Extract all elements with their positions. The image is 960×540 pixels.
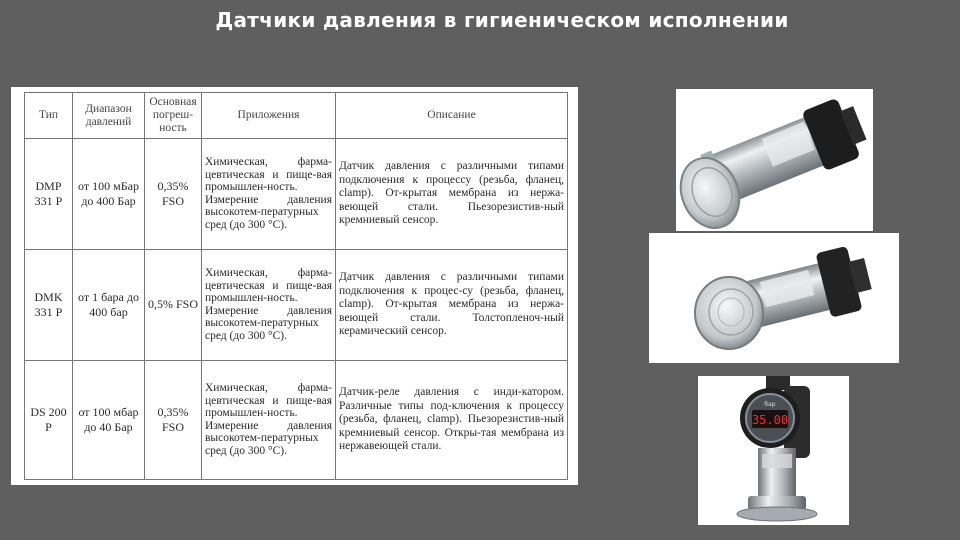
table-row: [25, 249, 568, 360]
cell-description: Датчик-реле давления с инди-катором. Различные типы под-ключения к процессу (резьба, фланец, clamp). Пьезорезистив-ный кремниевый сенсор. Откры-тая мембрана из нержавеющей стали.: [336, 360, 568, 479]
header-description: Описание: [336, 93, 568, 139]
header-range: Диапазон давлений: [73, 93, 145, 139]
table-header-row: [25, 93, 568, 139]
table-row: [25, 139, 568, 250]
header-type: Тип: [25, 93, 73, 139]
header-accuracy: Основная погреш-ность: [145, 93, 202, 139]
flush-diaphragm-sensor-photo: [649, 233, 899, 363]
cell-type: DS 200 P: [25, 360, 73, 479]
cell-accuracy: 0,35% FSO: [145, 139, 202, 250]
cell-description: Датчик давления с различными типами подключения к процессу (резьба, фланец, clamp). От-крытая мембрана из нержа-веющей стали. Пьезорезистив-ный кремниевый сенсор.: [336, 139, 568, 250]
pressure-switch-photo: [698, 376, 849, 525]
slide-title: Датчики давления в гигиеническом исполнении: [215, 8, 789, 32]
pressure-switch-illustration: [698, 376, 849, 525]
cell-range: от 1 бара до 400 бар: [73, 249, 145, 360]
cell-applications: Химическая, фарма-цевтическая и пище-вая промышлен-ность. Измерение давления высокотем-пературных сред (до 300 °С).: [202, 249, 336, 360]
cell-accuracy: 0,35% FSO: [145, 360, 202, 479]
clamp-pressure-sensor-photo: [676, 89, 873, 231]
cell-type: DMK 331 P: [25, 249, 73, 360]
flush-sensor-illustration: [649, 233, 899, 363]
cell-type: DMP 331 P: [25, 139, 73, 250]
cell-description: Датчик давления с различными типами подключения к процес-су (резьба, фланец, clamp). От-крытая мембрана из нержа-веющей стали. Толстопленоч-ный керамический сенсор.: [336, 249, 568, 360]
table-row: [25, 360, 568, 479]
cell-accuracy: 0,5% FSO: [145, 249, 202, 360]
clamp-sensor-illustration: [676, 89, 873, 231]
spec-table-panel: [11, 87, 578, 485]
cell-range: от 100 мБар до 400 Бар: [73, 139, 145, 250]
spec-table: [24, 92, 568, 480]
cell-applications: Химическая, фарма-цевтическая и пище-вая промышлен-ность. Измерение давления высокотем-пературных сред (до 300 °С).: [202, 360, 336, 479]
header-applications: Приложения: [202, 93, 336, 139]
display-unit: бар: [764, 401, 776, 408]
cell-range: от 100 мбар до 40 Бар: [73, 360, 145, 479]
cell-applications: Химическая, фарма-цевтическая и пище-вая промышлен-ность. Измерение давления высокотем-пературных сред (до 300 °С).: [202, 139, 336, 250]
display-reading: 35.00: [751, 413, 789, 427]
